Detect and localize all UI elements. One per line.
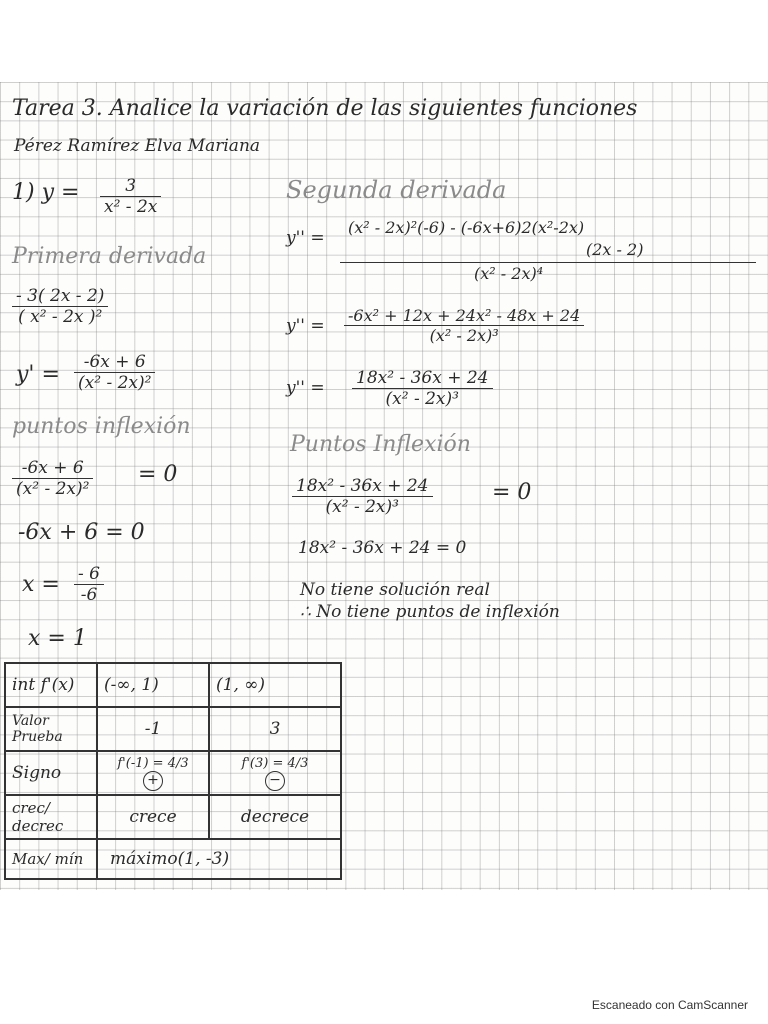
- conclusion: ∴ No tiene puntos de inflexión: [300, 602, 560, 622]
- plus-circle-icon: +: [143, 771, 163, 791]
- right-eq-rhs: = 0: [492, 480, 532, 505]
- function-fraction: [100, 176, 161, 217]
- table-row: [5, 707, 341, 751]
- right-inflection-title: Puntos Inflexión: [290, 432, 471, 457]
- table-header-cell: int f'(x): [5, 663, 97, 707]
- function-numerator: 3: [100, 176, 161, 197]
- d2-numerator: -6x + 6: [74, 352, 155, 373]
- yprime-label: y' =: [16, 362, 60, 387]
- ypp2-fraction: [344, 306, 584, 345]
- left-eq-denominator: (x² - 2x)²: [16, 479, 90, 499]
- d2-denominator: (x² - 2x)²: [78, 373, 152, 393]
- left-inflection-title: puntos inflexión: [12, 414, 191, 439]
- ypp1-fraction-bar: [340, 262, 756, 263]
- ypp1-numerator: (x² - 2x)²(-6) - (-6x+6)2(x²-2x): [348, 218, 585, 237]
- table-cell: -1: [97, 707, 209, 751]
- table-cell: [97, 751, 209, 795]
- first-derivative-title: Primera derivada: [12, 244, 207, 269]
- ypp2-denominator: (x² - 2x)³: [429, 326, 499, 345]
- left-eq-numerator: -6x + 6: [12, 458, 93, 479]
- minus-circle-icon: −: [265, 771, 285, 791]
- sign-value: f'(3) = 4/3: [241, 755, 309, 771]
- ypp3-numerator: 18x² - 36x + 24: [352, 368, 493, 389]
- step2-numerator: - 6: [74, 564, 104, 585]
- first-derivative-simplified: [74, 352, 155, 393]
- ypp3-denominator: (x² - 2x)³: [385, 389, 459, 409]
- ypp1-label: y'' =: [286, 228, 325, 248]
- step2-fraction: [74, 564, 104, 605]
- right-eq-line: 18x² - 36x + 24 = 0: [298, 538, 467, 558]
- table-cell: decrece: [209, 795, 341, 839]
- right-eq-denominator: (x² - 2x)³: [325, 497, 399, 517]
- table-row-label: crec/ decrec: [5, 795, 97, 839]
- step-equation: -6x + 6 = 0: [18, 520, 145, 545]
- table-cell: crece: [97, 795, 209, 839]
- table-row: [5, 839, 341, 879]
- variation-table: [4, 662, 342, 880]
- author-name: Pérez Ramírez Elva Mariana: [14, 136, 261, 156]
- assignment-title: Tarea 3. Analice la variación de las siguientes funciones: [12, 96, 638, 121]
- d1-denominator: ( x² - 2x )²: [18, 307, 103, 327]
- d1-numerator: - 3( 2x - 2): [12, 286, 108, 307]
- table-cell: máximo(1, -3): [97, 839, 341, 879]
- table-header-cell: (1, ∞): [209, 663, 341, 707]
- scanner-watermark: Escaneado con CamScanner: [591, 998, 748, 1012]
- right-equation-fraction: [292, 476, 433, 517]
- ypp3-fraction: [352, 368, 493, 409]
- table-row: [5, 795, 341, 839]
- table-row: [5, 751, 341, 795]
- ypp1-numerator-cont: (2x - 2): [586, 240, 644, 259]
- table-row-label: Signo: [5, 751, 97, 795]
- ypp1-denominator: (x² - 2x)⁴: [474, 264, 544, 283]
- left-eq-rhs: = 0: [138, 462, 178, 487]
- table-header-row: [5, 663, 341, 707]
- step3-result: x = 1: [28, 626, 87, 651]
- ypp2-label: y'' =: [286, 316, 325, 336]
- table-row-label: Max/ mín: [5, 839, 97, 879]
- function-denominator: x² - 2x: [104, 197, 158, 217]
- sign-value: f'(-1) = 4/3: [117, 755, 189, 771]
- left-equation-fraction: [12, 458, 93, 499]
- ypp2-numerator: -6x² + 12x + 24x² - 48x + 24: [344, 306, 584, 326]
- right-eq-numerator: 18x² - 36x + 24: [292, 476, 433, 497]
- problem-label: 1) y =: [12, 180, 80, 205]
- table-header-cell: (-∞, 1): [97, 663, 209, 707]
- ypp3-label: y'' =: [286, 378, 325, 398]
- step2-denominator: -6: [80, 585, 98, 605]
- no-real-solution: No tiene solución real: [300, 580, 490, 600]
- table-cell: [209, 751, 341, 795]
- second-derivative-title: Segunda derivada: [286, 176, 507, 204]
- table-cell: 3: [209, 707, 341, 751]
- first-derivative-unsimplified: [12, 286, 108, 327]
- step2-label: x =: [22, 572, 60, 597]
- table-row-label: Valor Prueba: [5, 707, 97, 751]
